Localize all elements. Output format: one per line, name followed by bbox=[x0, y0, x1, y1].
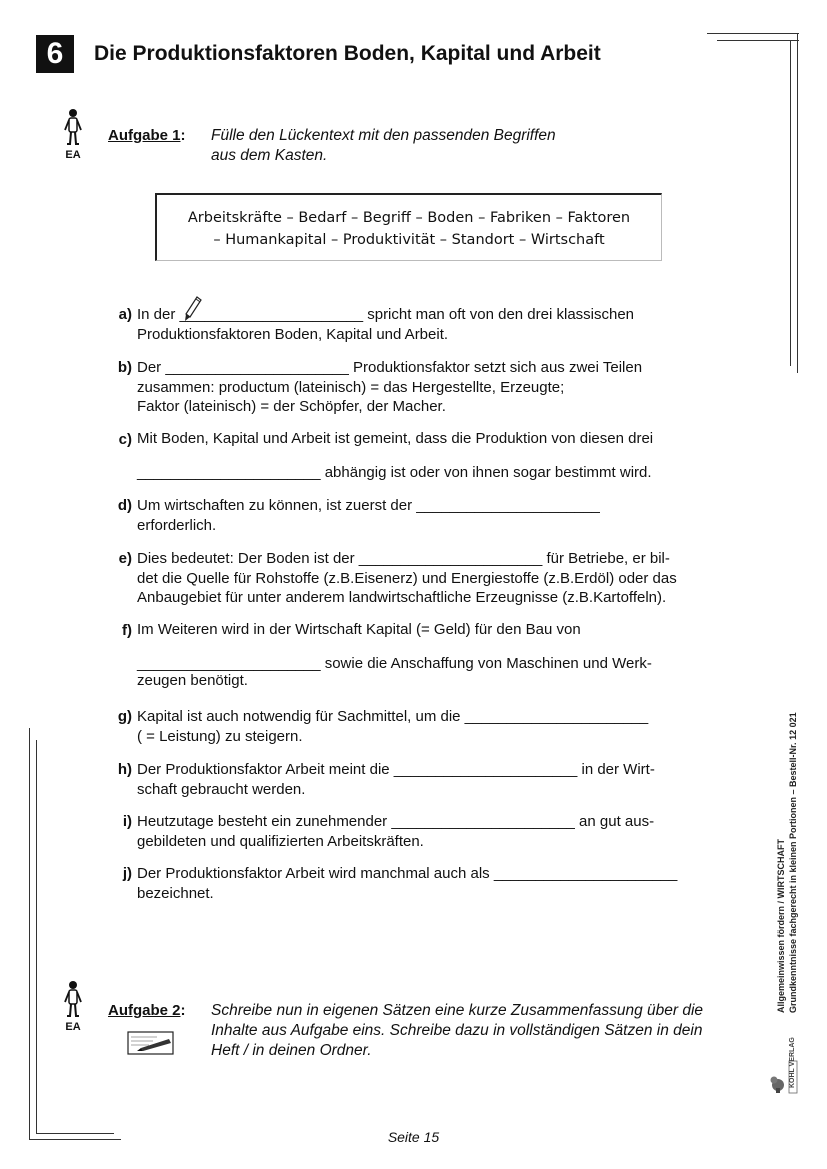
task2-instruction: Schreibe nun in eigenen Sätzen eine kurze Zusammenfassung über die Inhalte aus Aufgabe eins. Schreibe dazu in vollständigen Sätzen in dein Heft / in deinen Ordner. bbox=[211, 1002, 704, 1059]
item-label: e) bbox=[118, 550, 132, 567]
item-label: c) bbox=[118, 431, 132, 448]
item-text: Der ______________________ Produktionsfaktor setzt sich aus zwei Teilen zusammen: productum (lateinisch) = das Hergestellte, Erzeugte; Faktor (lateinisch) = der Schöpfer, der Macher. bbox=[137, 359, 643, 415]
item-label: j) bbox=[122, 865, 132, 882]
exercise-item-j bbox=[108, 864, 723, 903]
item-text: Dies bedeutet: Der Boden ist der ______________________ für Betriebe, er bil- det die Quelle für Rohstoffe (z.B.Eisenerz) und Energiestoffe (z.B.Erdöl) oder das Anbaugebiet für unter anderem landwirtschaftliche Erzeugnisse (z.B.Kartoffeln). bbox=[137, 550, 677, 606]
publisher-name: KOHL VERLAG bbox=[789, 1037, 796, 1088]
notebook-writing-icon bbox=[127, 1031, 174, 1060]
item-label: d) bbox=[117, 497, 132, 514]
task1-label: Aufgabe 1 bbox=[108, 127, 181, 144]
word-box-line-2: – Humankapital – Produktivität – Standort – Wirtschaft bbox=[213, 232, 605, 248]
task1-colon: : bbox=[180, 127, 186, 144]
item-label: i) bbox=[122, 813, 132, 830]
frame-top-right-h2 bbox=[717, 40, 799, 41]
task1-work-form: EA bbox=[65, 149, 81, 161]
task2-person-icon bbox=[63, 980, 83, 1025]
exercise-item-a bbox=[108, 305, 723, 344]
task2-work-form: EA bbox=[65, 1021, 81, 1033]
word-box bbox=[155, 193, 662, 261]
frame-right-v1 bbox=[797, 33, 798, 373]
task1-person-icon bbox=[63, 108, 83, 153]
frame-top-right-h1 bbox=[707, 33, 799, 34]
task2-label: Aufgabe 2 bbox=[108, 1002, 181, 1019]
item-text: In der ______________________ spricht man oft von den drei klassischen Produktionsfaktoren Boden, Kapital und Arbeit. bbox=[137, 306, 635, 343]
item-label: f) bbox=[122, 622, 132, 639]
frame-right-v2 bbox=[790, 40, 791, 366]
exercise-item-g bbox=[108, 707, 723, 746]
sidebar-series-title: Allgemeinwissen fördern / WIRTSCHAFT bbox=[776, 838, 786, 1013]
exercise-item-f bbox=[108, 621, 723, 689]
item-text: Heutzutage besteht ein zunehmender ______________________ an gut aus- gebildeten und qualifizierten Arbeitskräften. bbox=[137, 813, 655, 850]
item-label: h) bbox=[117, 761, 132, 778]
item-text: Der Produktionsfaktor Arbeit meint die ______________________ in der Wirt- schaft gebraucht werden. bbox=[137, 761, 655, 798]
task1-instruction: Fülle den Lückentext mit den passenden Begriffen aus dem Kasten. bbox=[211, 127, 556, 164]
item-label: g) bbox=[117, 708, 132, 725]
item-text: Der Produktionsfaktor Arbeit wird manchmal auch als ______________________ bezeichnet. bbox=[137, 865, 678, 902]
exercise-item-b bbox=[108, 358, 723, 417]
exercise-item-h bbox=[108, 760, 723, 799]
item-text: Kapital ist auch notwendig für Sachmittel, um die ______________________ ( = Leistung) zu steigern. bbox=[137, 708, 649, 745]
exercise-item-d bbox=[108, 496, 723, 535]
page-title: Die Produktionsfaktoren Boden, Kapital und Arbeit bbox=[94, 42, 601, 65]
item-text: Mit Boden, Kapital und Arbeit ist gemeint, dass die Produktion von diesen drei ______________________ abhängig ist oder von ihnen sogar bestimmt wird. bbox=[137, 430, 654, 481]
exercise-item-i bbox=[108, 812, 723, 851]
chapter-number: 6 bbox=[36, 35, 74, 73]
item-label: a) bbox=[118, 306, 132, 323]
page-number: Seite 15 bbox=[387, 1129, 440, 1145]
exercise-item-c bbox=[108, 430, 723, 481]
item-text: Im Weiteren wird in der Wirtschaft Kapital (= Geld) für den Bau von ______________________ sowie die Anschaffung von Maschinen und Werk- zeugen benötigt. bbox=[137, 621, 652, 689]
task2-heading bbox=[108, 1002, 186, 1019]
frame-left-v1 bbox=[29, 728, 30, 1140]
exercise-item-e bbox=[108, 549, 723, 608]
task1-heading bbox=[108, 127, 186, 144]
item-label: b) bbox=[117, 359, 132, 376]
task2-colon: : bbox=[180, 1002, 186, 1019]
sidebar-subtitle-order-number: Grundkenntnisse fachgerecht in kleinen Portionen – Bestell-Nr. 12 021 bbox=[788, 712, 798, 1013]
frame-left-v2 bbox=[36, 740, 37, 1134]
item-text: Um wirtschaften zu können, ist zuerst der ______________________ erforderlich. bbox=[137, 497, 600, 534]
word-box-line-1: Arbeitskräfte – Bedarf – Begriff – Boden – Fabriken – Faktoren bbox=[187, 210, 631, 226]
